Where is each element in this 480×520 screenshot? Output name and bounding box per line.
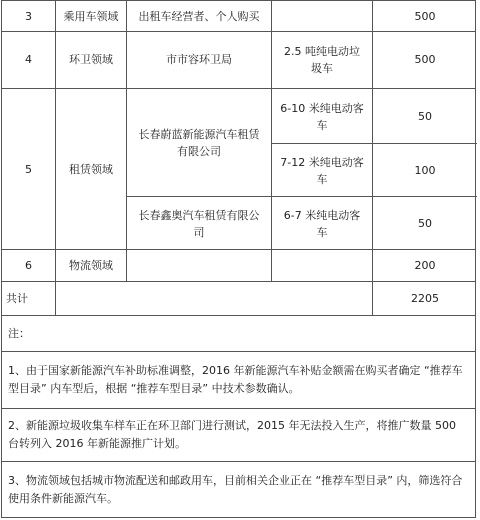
row-unit-a: 长春蔚蓝新能源汽车租赁有限公司 <box>127 89 272 197</box>
row-quantity: 500 <box>414 9 436 23</box>
note-3-text: 3、物流领域包括城市物流配送和邮政用车，目前相关企业正在 “推荐车型目录” 内，筛选符合使用条件新能源汽车。 <box>8 474 463 505</box>
row-area: 物流领域 <box>56 250 127 281</box>
row-quantity: 500 <box>414 53 436 66</box>
row-number: 4 <box>2 31 56 88</box>
total-label: 共计 <box>2 282 56 315</box>
table-row <box>1 89 476 250</box>
row-area: 环卫领域 <box>56 31 127 88</box>
note-1 <box>1 352 476 409</box>
row-number: 6 <box>2 250 56 281</box>
notes-title-text: 注： <box>8 326 30 340</box>
note-2-text: 2、新能源垃圾收集车样车正在环卫部门进行测试，2015 年无法投入生产，将推广数量 500 台转列入 2016 年新能源推广计划。 <box>8 419 456 450</box>
row-type-b: 6-7 米纯电动客车 <box>272 197 373 250</box>
row-number: 5 <box>2 89 56 249</box>
note-2 <box>1 409 476 462</box>
row-unit: 市市容环卫局 <box>127 31 272 88</box>
table-row <box>1 250 476 282</box>
total-row <box>1 282 476 316</box>
row-type <box>272 250 373 281</box>
table-row <box>1 31 476 89</box>
row-unit: 出租车经营者、个人购买 <box>127 1 272 31</box>
row-type <box>272 1 373 31</box>
row-area: 乘用车领域 <box>56 1 127 31</box>
notes-title <box>1 316 476 352</box>
total-quantity: 2205 <box>411 292 439 305</box>
note-3 <box>1 462 476 518</box>
row-quantity-b: 50 <box>418 217 432 230</box>
total-blank <box>56 282 373 315</box>
note-1-text: 1、由于国家新能源汽车补助标准调整，2016 年新能源汽车补贴金额需在购买者确定 “推荐车型目录” 内车型后，根据 “推荐车型目录” 中技术参数确认。 <box>8 364 463 395</box>
row-quantity-a2: 100 <box>414 164 436 177</box>
row-quantity-a1: 50 <box>418 110 432 123</box>
row-unit-b <box>127 197 272 250</box>
row-type-a1: 6-10 米纯电动客车 <box>272 89 373 144</box>
row-area: 租赁领域 <box>56 89 127 249</box>
divider <box>272 143 477 144</box>
row-type: 2.5 吨纯电动垃圾车 <box>272 31 373 88</box>
unit-b-text: 长春鑫奥汽车租赁有限公司 <box>138 208 260 239</box>
row-number: 3 <box>2 1 56 31</box>
table-row <box>1 0 476 32</box>
row-unit <box>127 250 272 281</box>
divider <box>127 196 477 197</box>
row-quantity: 200 <box>414 259 436 272</box>
row-type-a2: 7-12 米纯电动客车 <box>272 144 373 197</box>
